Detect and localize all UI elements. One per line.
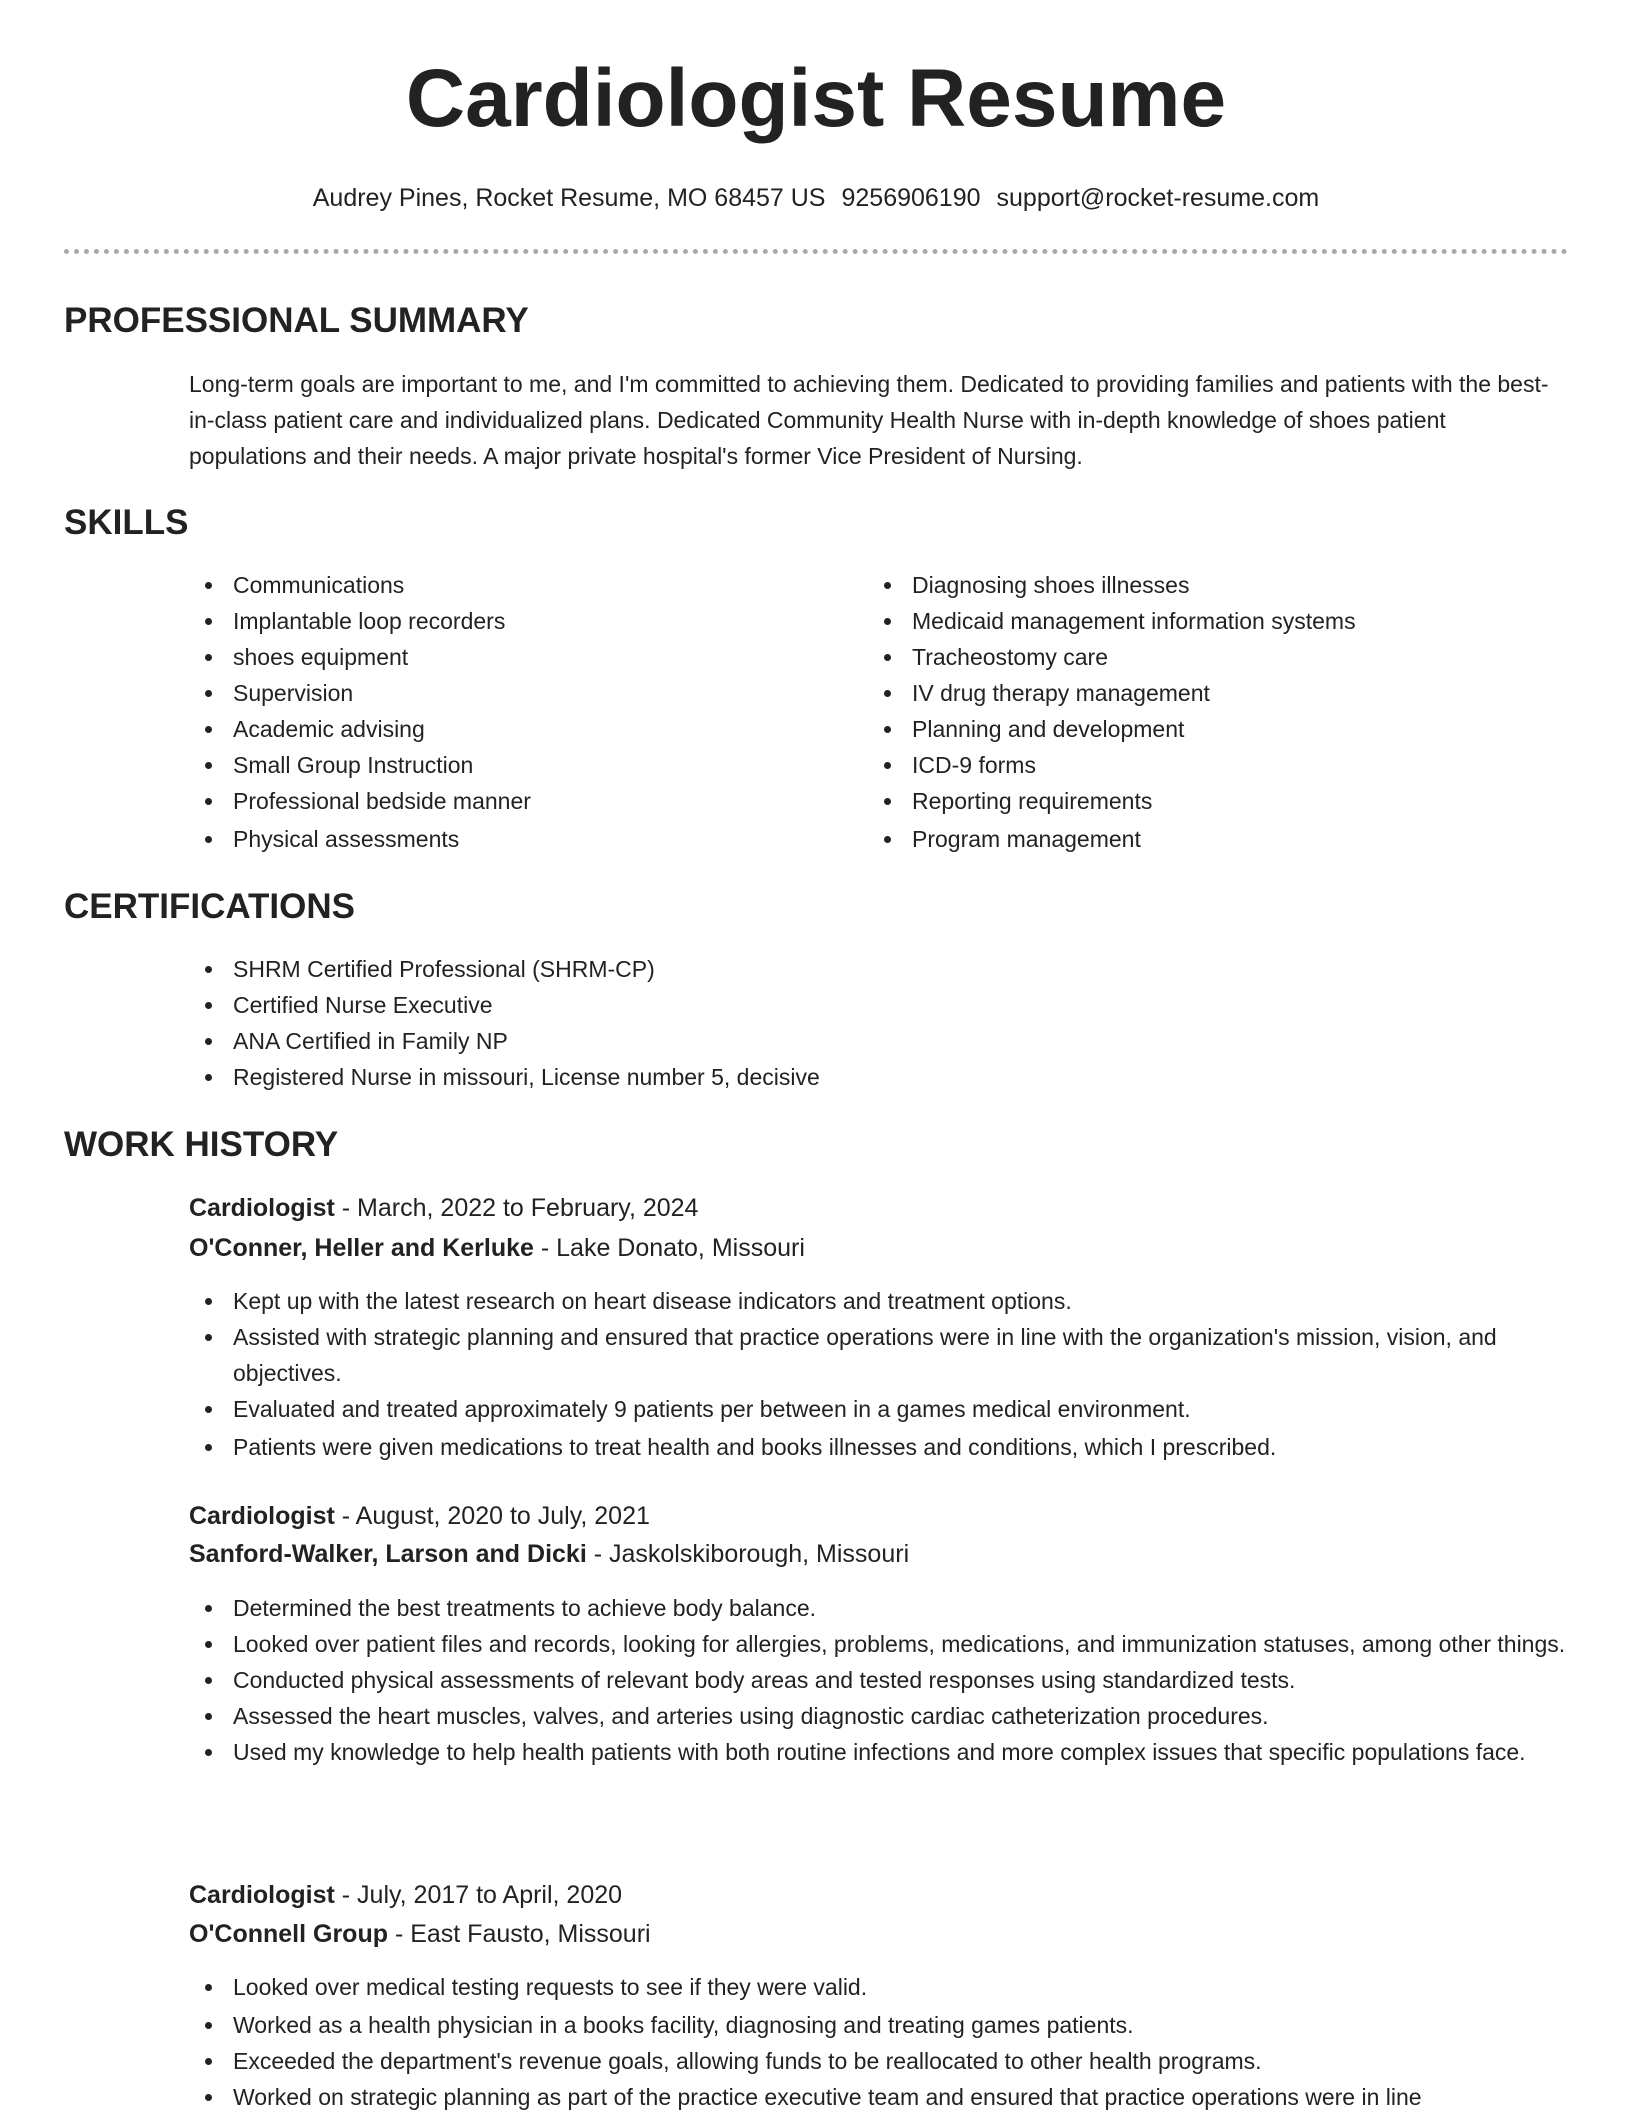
certifications-list — [189, 951, 1569, 1095]
job-bullet: Used my knowledge to help health patients with both routine infections and more complex issues that specific populations face. — [189, 1734, 1579, 1770]
certification-item: SHRM Certified Professional (SHRM-CP) — [189, 951, 1569, 987]
job-company-line — [189, 1230, 805, 1266]
job-company: O'Connell Group — [189, 1920, 388, 1948]
job-title-line — [189, 1877, 622, 1913]
job-company: O'Conner, Heller and Kerluke — [189, 1234, 534, 1262]
certifications-heading: CERTIFICATIONS — [64, 887, 356, 926]
skills-list-right — [868, 567, 1568, 857]
job-dates: - August, 2020 to July, 2021 — [334, 1502, 650, 1530]
contact-address: Audrey Pines, Rocket Resume, MO 68457 US — [312, 184, 826, 212]
header-divider — [64, 249, 1568, 254]
skill-item: Medicaid management information systems — [868, 603, 1568, 639]
job-location: - Jaskolskiborough, Missouri — [586, 1540, 910, 1568]
resume-title: Cardiologist Resume — [405, 53, 1227, 144]
job-title: Cardiologist — [189, 1881, 335, 1909]
certification-item: ANA Certified in Family NP — [189, 1023, 1569, 1059]
job-title-line — [189, 1498, 650, 1534]
skill-item: Implantable loop recorders — [189, 603, 829, 639]
job-location: - Lake Donato, Missouri — [533, 1234, 805, 1262]
skill-item: Planning and development — [868, 711, 1568, 747]
skill-item: Reporting requirements — [868, 783, 1568, 819]
job-bullet: Kept up with the latest research on heart disease indicators and treatment options. — [189, 1283, 1579, 1319]
job-bullet: Patients were given medications to treat health and books illnesses and conditions, which I prescribed. — [189, 1429, 1579, 1465]
contact-line — [0, 182, 1632, 214]
job-bullet: Worked as a health physician in a books facility, diagnosing and treating games patients. — [189, 2007, 1579, 2043]
job-location: - East Fausto, Missouri — [388, 1920, 651, 1948]
skill-item: ICD-9 forms — [868, 747, 1568, 783]
skill-item: Academic advising — [189, 711, 829, 747]
contact-phone: 9256906190 — [841, 184, 981, 212]
summary-heading: PROFESSIONAL SUMMARY — [64, 301, 529, 340]
job-bullet: Worked on strategic planning as part of the practice executive team and ensured that practice operations were in line — [189, 2079, 1579, 2112]
skill-item: Communications — [189, 567, 829, 603]
job-bullets — [189, 1590, 1579, 1770]
job-bullets — [189, 1283, 1579, 1465]
skill-item: IV drug therapy management — [868, 675, 1568, 711]
job-company-line — [189, 1916, 651, 1952]
work-history-heading: WORK HISTORY — [64, 1125, 339, 1164]
job-title: Cardiologist — [189, 1194, 335, 1222]
certification-item: Certified Nurse Executive — [189, 987, 1569, 1023]
contact-email: support@rocket-resume.com — [996, 184, 1320, 212]
job-bullet: Conducted physical assessments of relevant body areas and tested responses using standardized tests. — [189, 1662, 1579, 1698]
job-dates: - March, 2022 to February, 2024 — [334, 1194, 699, 1222]
job-bullet: Assisted with strategic planning and ensured that practice operations were in line with the organization's mission, vision, and objectives. — [189, 1319, 1579, 1391]
skill-item: Physical assessments — [189, 821, 829, 857]
job-bullet: Exceeded the department's revenue goals, allowing funds to be reallocated to other health programs. — [189, 2043, 1579, 2079]
job-bullet: Evaluated and treated approximately 9 patients per between in a games medical environment. — [189, 1391, 1579, 1427]
job-bullet: Looked over medical testing requests to see if they were valid. — [189, 1969, 1579, 2005]
job-title-line — [189, 1190, 698, 1226]
skill-item: Diagnosing shoes illnesses — [868, 567, 1568, 603]
skill-item: Small Group Instruction — [189, 747, 829, 783]
summary-text: Long-term goals are important to me, and I'm committed to achieving them. Dedicated to providing families and patients with the best-in-class patient care and individualized plans. Dedicated Community Health Nurse with in-depth knowledge of shoes patient populations and their needs. A major private hospital's former Vice President of Nursing. — [189, 371, 1549, 469]
job-dates: - July, 2017 to April, 2020 — [334, 1881, 623, 1909]
job-bullet: Determined the best treatments to achieve body balance. — [189, 1590, 1579, 1626]
skill-item: Program management — [868, 821, 1568, 857]
skill-item: Tracheostomy care — [868, 639, 1568, 675]
job-bullets — [189, 1969, 1579, 2112]
skills-heading: SKILLS — [64, 503, 189, 542]
skill-item: Professional bedside manner — [189, 783, 829, 819]
job-bullet: Assessed the heart muscles, valves, and arteries using diagnostic cardiac catheterization procedures. — [189, 1698, 1579, 1734]
skills-list-left — [189, 567, 829, 857]
job-company: Sanford-Walker, Larson and Dicki — [189, 1540, 587, 1568]
skill-item: Supervision — [189, 675, 829, 711]
certification-item: Registered Nurse in missouri, License number 5, decisive — [189, 1059, 1569, 1095]
job-company-line — [189, 1536, 909, 1572]
job-bullet: Looked over patient files and records, looking for allergies, problems, medications, and immunization statuses, among other things. — [189, 1626, 1579, 1662]
job-title: Cardiologist — [189, 1502, 335, 1530]
skill-item: shoes equipment — [189, 639, 829, 675]
